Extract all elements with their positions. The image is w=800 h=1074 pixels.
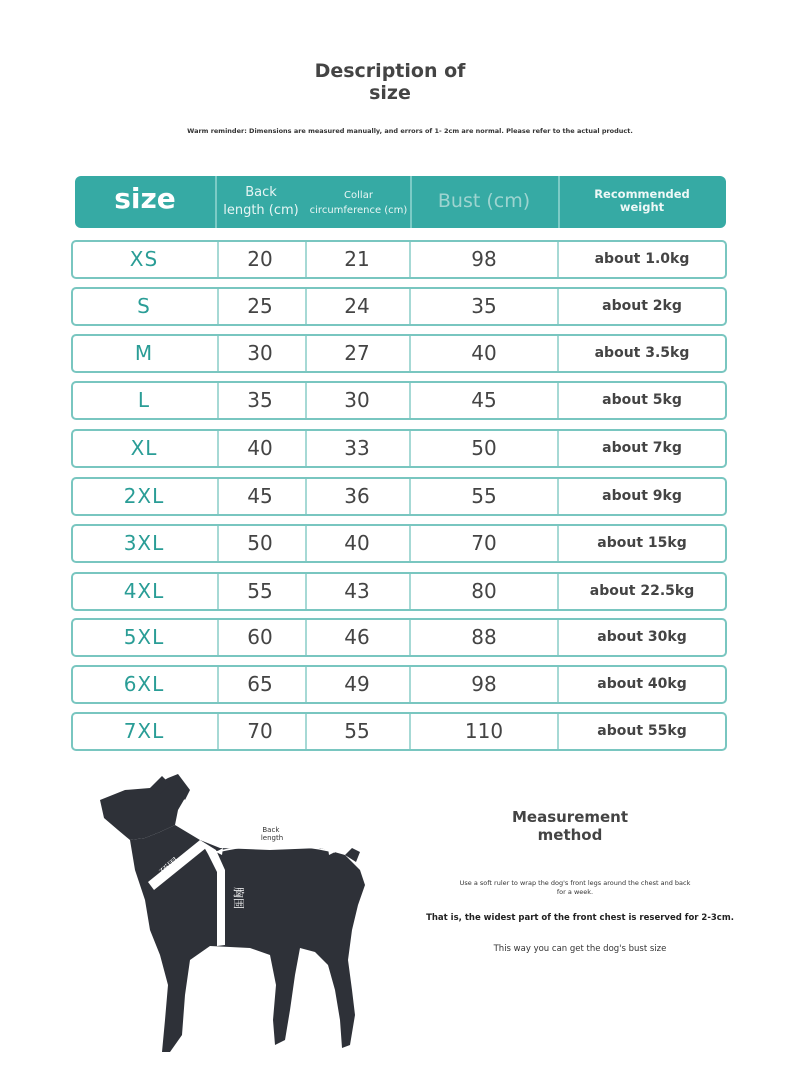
weight-cell: about 1.0kg <box>594 251 690 267</box>
column-divider <box>217 620 219 655</box>
column-divider <box>305 431 307 466</box>
weight-cell: about 30kg <box>597 629 687 645</box>
header-bust: Bust (cm) <box>437 190 531 212</box>
header-collar <box>307 188 410 218</box>
header-back-line-1: Back <box>245 185 277 200</box>
header-size: size <box>114 182 176 215</box>
column-divider <box>305 383 307 418</box>
column-divider <box>305 479 307 514</box>
back-length-cell: 30 <box>247 341 273 365</box>
column-divider <box>409 479 411 514</box>
weight-cell: about 3.5kg <box>594 345 690 361</box>
size-cell: 7XL <box>123 719 165 743</box>
column-divider <box>557 526 559 561</box>
table-row <box>71 240 727 279</box>
weight-cell: about 22.5kg <box>589 583 695 599</box>
column-divider <box>409 574 411 609</box>
bust-cell: 55 <box>471 484 497 508</box>
collar-cell: 49 <box>344 672 370 696</box>
warm-reminder: Warm reminder: Dimensions are measured manually, and errors of 1- 2cm are normal. Please refer to the actual product. <box>187 127 633 135</box>
column-divider <box>305 242 307 277</box>
size-cell: 4XL <box>123 579 165 603</box>
size-cell: 6XL <box>123 672 165 696</box>
back-length-cell: 45 <box>247 484 273 508</box>
bust-cell: 35 <box>471 294 497 318</box>
header-collar-line-1: Collar <box>344 190 373 201</box>
collar-cell: 30 <box>344 388 370 412</box>
header-recommended-weight <box>558 188 726 214</box>
back-length-cell: 50 <box>247 531 273 555</box>
column-divider <box>217 336 219 371</box>
collar-cell: 36 <box>344 484 370 508</box>
size-cell: 5XL <box>123 625 165 649</box>
back-length-cell: 40 <box>247 436 273 460</box>
column-divider <box>217 526 219 561</box>
column-divider <box>409 714 411 749</box>
bust-cell: 50 <box>471 436 497 460</box>
column-divider <box>557 667 559 702</box>
back-length-cell: 60 <box>247 625 273 649</box>
bust-cell: 80 <box>471 579 497 603</box>
column-divider <box>557 714 559 749</box>
title-line-2: size <box>369 82 411 104</box>
weight-cell: about 9kg <box>602 488 682 504</box>
column-divider <box>305 667 307 702</box>
back-length-cell: 65 <box>247 672 273 696</box>
header-weight-line-2: weight <box>619 200 665 214</box>
column-divider <box>217 242 219 277</box>
column-divider <box>409 336 411 371</box>
collar-cell: 55 <box>344 719 370 743</box>
column-divider <box>557 289 559 324</box>
header-collar-line-2: circumference (cm) <box>309 205 408 216</box>
column-divider <box>217 383 219 418</box>
column-divider <box>217 574 219 609</box>
weight-cell: about 5kg <box>602 392 682 408</box>
weight-cell: about 40kg <box>597 676 687 692</box>
column-divider <box>557 620 559 655</box>
bust-cell: 40 <box>471 341 497 365</box>
table-row <box>71 287 727 326</box>
column-divider <box>217 667 219 702</box>
page-title <box>0 60 780 104</box>
collar-cell: 21 <box>344 247 370 271</box>
collar-cell: 40 <box>344 531 370 555</box>
column-divider <box>409 289 411 324</box>
column-divider <box>305 526 307 561</box>
header-back-length <box>215 184 307 220</box>
chest-label: 胸围 <box>232 887 245 909</box>
bust-cell: 88 <box>471 625 497 649</box>
collar-cell: 43 <box>344 579 370 603</box>
size-cell: L <box>137 388 151 412</box>
column-divider <box>557 479 559 514</box>
collar-cell: 24 <box>344 294 370 318</box>
collar-cell: 46 <box>344 625 370 649</box>
column-divider <box>409 620 411 655</box>
header-weight-line-1: Recommended <box>594 187 690 201</box>
method-instruction-2: That is, the widest part of the front chest is reserved for 2-3cm. <box>426 913 734 923</box>
column-divider <box>409 431 411 466</box>
method-title-line-1: Measurement <box>511 808 629 826</box>
column-divider <box>557 574 559 609</box>
column-divider <box>305 714 307 749</box>
table-row <box>71 334 727 373</box>
column-divider <box>409 242 411 277</box>
table-row <box>71 477 727 516</box>
column-divider <box>305 620 307 655</box>
method-instruction-1: Use a soft ruler to wrap the dog's front legs around the chest and back for a week. <box>459 879 691 896</box>
size-cell: 3XL <box>123 531 165 555</box>
bust-cell: 70 <box>471 531 497 555</box>
table-row <box>71 665 727 704</box>
size-cell: XS <box>129 247 159 271</box>
column-divider <box>557 336 559 371</box>
back-label: Back length <box>260 826 284 842</box>
weight-cell: about 2kg <box>602 298 682 314</box>
weight-cell: about 55kg <box>597 723 687 739</box>
table-row <box>71 618 727 657</box>
bust-cell: 98 <box>471 247 497 271</box>
column-divider <box>305 289 307 324</box>
column-divider <box>557 431 559 466</box>
size-cell: 2XL <box>123 484 165 508</box>
column-divider <box>217 431 219 466</box>
back-length-cell: 35 <box>247 388 273 412</box>
table-row <box>71 712 727 751</box>
table-row <box>71 429 727 468</box>
dog-measurement-diagram <box>90 770 380 1060</box>
back-length-cell: 25 <box>247 294 273 318</box>
measurement-method-title <box>480 808 660 844</box>
column-divider <box>305 336 307 371</box>
column-divider <box>409 667 411 702</box>
table-row <box>71 572 727 611</box>
method-title-line-2: method <box>537 826 603 844</box>
bust-cell: 98 <box>471 672 497 696</box>
back-length-cell: 70 <box>247 719 273 743</box>
weight-cell: about 15kg <box>597 535 687 551</box>
title-line-1: Description of <box>314 60 466 82</box>
collar-cell: 27 <box>344 341 370 365</box>
column-divider <box>217 289 219 324</box>
bust-cell: 45 <box>471 388 497 412</box>
back-length-cell: 20 <box>247 247 273 271</box>
column-divider <box>409 383 411 418</box>
header-back-line-2: length (cm) <box>223 203 299 218</box>
collar-cell: 33 <box>344 436 370 460</box>
table-row <box>71 381 727 420</box>
column-divider <box>217 479 219 514</box>
column-divider <box>305 574 307 609</box>
method-instruction-3: This way you can get the dog's bust size <box>493 944 667 954</box>
neck-label: 颈围 <box>157 855 183 880</box>
table-row <box>71 524 727 563</box>
table-header <box>75 176 726 228</box>
column-divider <box>557 242 559 277</box>
column-divider <box>217 714 219 749</box>
dog-silhouette-icon <box>100 774 365 1052</box>
size-cell: XL <box>130 436 158 460</box>
column-divider <box>557 383 559 418</box>
size-cell: S <box>137 294 151 318</box>
weight-cell: about 7kg <box>602 440 682 456</box>
column-divider <box>409 526 411 561</box>
back-length-cell: 55 <box>247 579 273 603</box>
bust-cell: 110 <box>464 719 504 743</box>
size-cell: M <box>134 341 154 365</box>
